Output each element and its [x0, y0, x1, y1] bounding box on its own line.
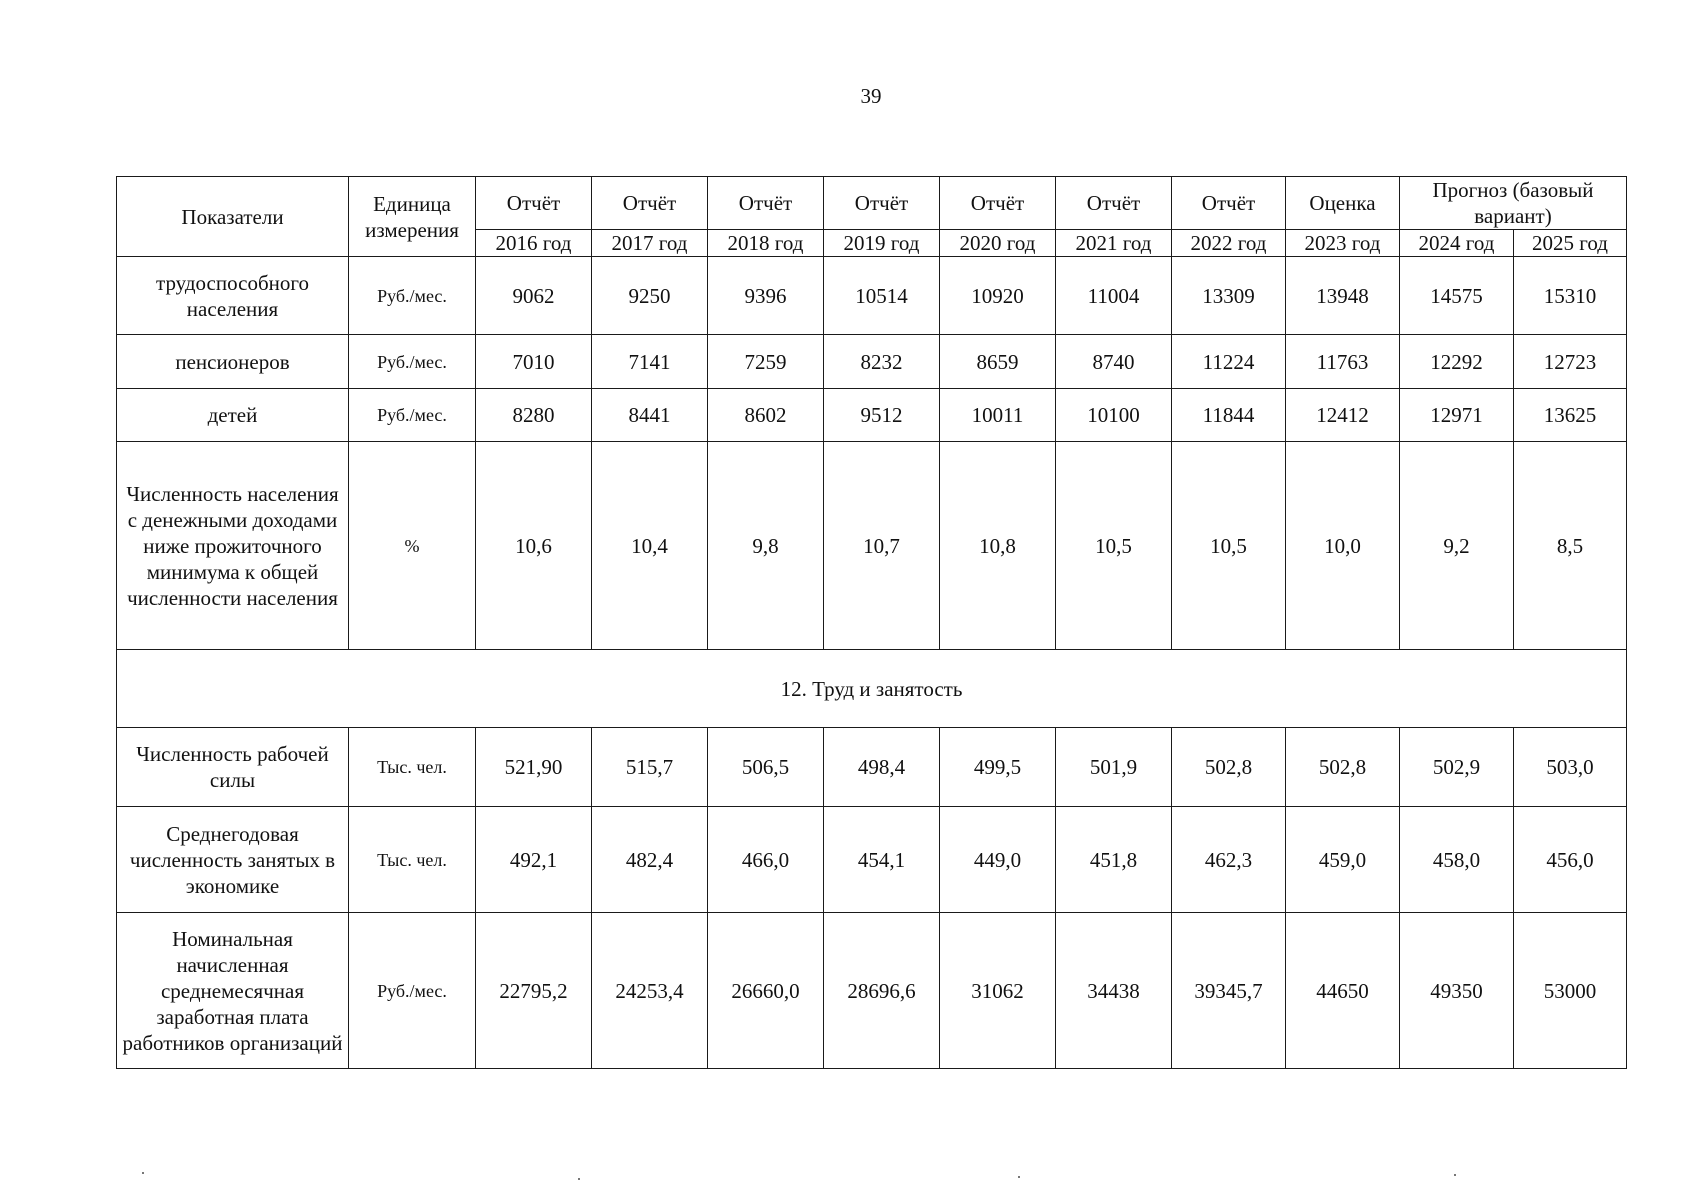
header-forecast: Прогноз (базовый вариант) [1400, 177, 1627, 230]
header-status: Отчёт [940, 177, 1056, 230]
table-row [117, 728, 1627, 807]
header-status: Отчёт [1172, 177, 1286, 230]
value-cell: 502,8 [1172, 728, 1286, 807]
value-cell: 13948 [1286, 257, 1400, 335]
value-cell: 7259 [708, 335, 824, 389]
header-status: Отчёт [708, 177, 824, 230]
header-year: 2020 год [940, 230, 1056, 257]
value-cell: 506,5 [708, 728, 824, 807]
value-cell: 12292 [1400, 335, 1514, 389]
value-cell: 22795,2 [476, 913, 592, 1069]
row-label: Среднегодовая численность занятых в экономике [117, 807, 349, 913]
value-cell: 10,4 [592, 442, 708, 650]
value-cell: 8,5 [1514, 442, 1627, 650]
value-cell: 8441 [592, 389, 708, 442]
value-cell: 8602 [708, 389, 824, 442]
header-year: 2018 год [708, 230, 824, 257]
value-cell: 502,8 [1286, 728, 1400, 807]
value-cell: 26660,0 [708, 913, 824, 1069]
header-status: Отчёт [476, 177, 592, 230]
value-cell: 10920 [940, 257, 1056, 335]
row-label: Номинальная начисленная среднемесячная заработная плата работников организаций [117, 913, 349, 1069]
value-cell: 451,8 [1056, 807, 1172, 913]
value-cell: 9,2 [1400, 442, 1514, 650]
value-cell: 15310 [1514, 257, 1627, 335]
value-cell: 9512 [824, 389, 940, 442]
header-year: 2021 год [1056, 230, 1172, 257]
scan-speck [1454, 1174, 1456, 1176]
value-cell: 456,0 [1514, 807, 1627, 913]
value-cell: 44650 [1286, 913, 1400, 1069]
value-cell: 10,5 [1056, 442, 1172, 650]
header-year: 2017 год [592, 230, 708, 257]
value-cell: 12412 [1286, 389, 1400, 442]
row-unit: Руб./мес. [349, 389, 476, 442]
table-row [117, 389, 1627, 442]
section-row [117, 650, 1627, 728]
table-row [117, 257, 1627, 335]
header-indicator: Показатели [117, 177, 349, 257]
scan-speck [1018, 1176, 1020, 1178]
value-cell: 502,9 [1400, 728, 1514, 807]
header-unit: Единица измерения [349, 177, 476, 257]
value-cell: 515,7 [592, 728, 708, 807]
value-cell: 24253,4 [592, 913, 708, 1069]
row-unit: Тыс. чел. [349, 728, 476, 807]
header-status: Оценка [1286, 177, 1400, 230]
row-unit: Руб./мес. [349, 913, 476, 1069]
value-cell: 53000 [1514, 913, 1627, 1069]
value-cell: 8280 [476, 389, 592, 442]
value-cell: 14575 [1400, 257, 1514, 335]
section-title: 12. Труд и занятость [117, 650, 1627, 728]
value-cell: 9,8 [708, 442, 824, 650]
header-year: 2016 год [476, 230, 592, 257]
value-cell: 12723 [1514, 335, 1627, 389]
row-unit: % [349, 442, 476, 650]
value-cell: 11763 [1286, 335, 1400, 389]
value-cell: 12971 [1400, 389, 1514, 442]
value-cell: 10,8 [940, 442, 1056, 650]
row-label: Численность населения с денежными доходами ниже прожиточного минимума к общей численности населения [117, 442, 349, 650]
value-cell: 10011 [940, 389, 1056, 442]
header-forecast-year: 2025 год [1514, 230, 1627, 257]
value-cell: 31062 [940, 913, 1056, 1069]
value-cell: 492,1 [476, 807, 592, 913]
value-cell: 13309 [1172, 257, 1286, 335]
value-cell: 8740 [1056, 335, 1172, 389]
value-cell: 499,5 [940, 728, 1056, 807]
value-cell: 7010 [476, 335, 592, 389]
value-cell: 11004 [1056, 257, 1172, 335]
row-unit: Руб./мес. [349, 257, 476, 335]
value-cell: 10,6 [476, 442, 592, 650]
header-status: Отчёт [1056, 177, 1172, 230]
table-row [117, 807, 1627, 913]
value-cell: 521,90 [476, 728, 592, 807]
row-label: пенсионеров [117, 335, 349, 389]
value-cell: 7141 [592, 335, 708, 389]
forecast-table [116, 176, 1627, 1069]
value-cell: 501,9 [1056, 728, 1172, 807]
value-cell: 482,4 [592, 807, 708, 913]
page-number: 39 [860, 84, 882, 108]
header-year: 2019 год [824, 230, 940, 257]
row-unit: Руб./мес. [349, 335, 476, 389]
header-year: 2022 год [1172, 230, 1286, 257]
value-cell: 466,0 [708, 807, 824, 913]
value-cell: 9062 [476, 257, 592, 335]
header-year: 2023 год [1286, 230, 1400, 257]
value-cell: 49350 [1400, 913, 1514, 1069]
value-cell: 10,5 [1172, 442, 1286, 650]
value-cell: 13625 [1514, 389, 1627, 442]
value-cell: 10514 [824, 257, 940, 335]
value-cell: 10,7 [824, 442, 940, 650]
value-cell: 498,4 [824, 728, 940, 807]
value-cell: 458,0 [1400, 807, 1514, 913]
value-cell: 8659 [940, 335, 1056, 389]
value-cell: 39345,7 [1172, 913, 1286, 1069]
value-cell: 11224 [1172, 335, 1286, 389]
value-cell: 10100 [1056, 389, 1172, 442]
value-cell: 503,0 [1514, 728, 1627, 807]
table-row [117, 913, 1627, 1069]
value-cell: 454,1 [824, 807, 940, 913]
value-cell: 9250 [592, 257, 708, 335]
header-status: Отчёт [824, 177, 940, 230]
row-label: детей [117, 389, 349, 442]
row-unit: Тыс. чел. [349, 807, 476, 913]
value-cell: 28696,6 [824, 913, 940, 1069]
row-label: трудоспособного населения [117, 257, 349, 335]
header-forecast-year: 2024 год [1400, 230, 1514, 257]
value-cell: 459,0 [1286, 807, 1400, 913]
table-row [117, 335, 1627, 389]
value-cell: 11844 [1172, 389, 1286, 442]
row-label: Численность рабочей силы [117, 728, 349, 807]
value-cell: 34438 [1056, 913, 1172, 1069]
value-cell: 462,3 [1172, 807, 1286, 913]
value-cell: 8232 [824, 335, 940, 389]
table-row [117, 442, 1627, 650]
scan-speck [578, 1178, 580, 1180]
header-status: Отчёт [592, 177, 708, 230]
value-cell: 10,0 [1286, 442, 1400, 650]
value-cell: 449,0 [940, 807, 1056, 913]
value-cell: 9396 [708, 257, 824, 335]
scan-speck [142, 1172, 144, 1174]
